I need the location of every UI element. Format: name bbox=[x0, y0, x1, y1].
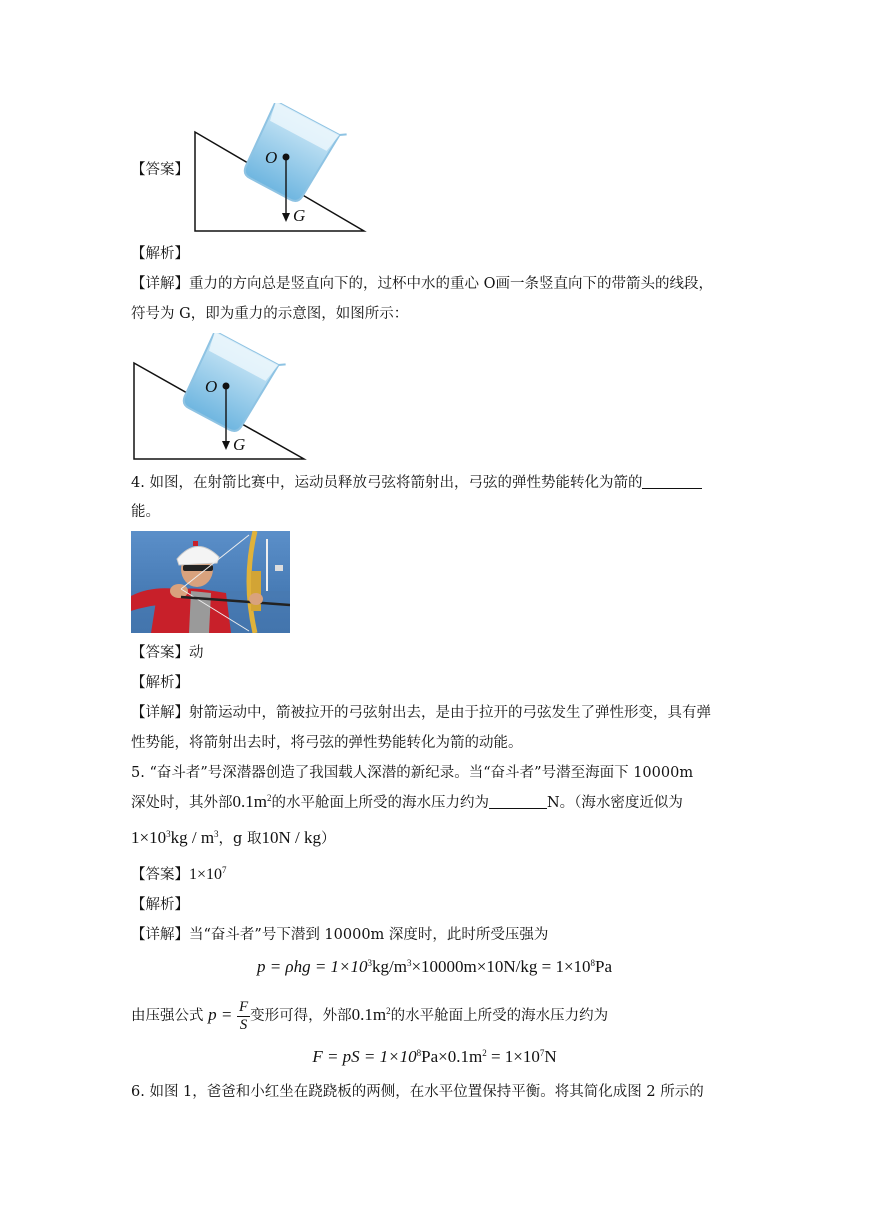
svg-text:G: G bbox=[233, 435, 246, 454]
svg-text:G: G bbox=[293, 206, 306, 225]
question-4-text: 4. 如图，在射箭比赛中，运动员释放弓弦将箭射出，弓弦的弹性势能转化为箭的 bbox=[131, 473, 702, 493]
fraction-f-over-s: $\frac{F}{S}$ bbox=[238, 998, 249, 1033]
question-5-text-cont: 深处时，其外部$0.1m^2$的水平舱面上所受的海水压力约为 N。（海水密度近似为 bbox=[131, 792, 683, 811]
question-4-text-cont: 能。 bbox=[131, 504, 160, 520]
svg-text:O: O bbox=[205, 377, 218, 396]
answer-blank[interactable] bbox=[642, 474, 702, 489]
detail-text: 性势能，将箭射出去时，将弓弦的弹性势能转化为箭的动能。 bbox=[131, 735, 523, 751]
analysis-tag: 【解析】 bbox=[131, 897, 189, 913]
answer-blank[interactable] bbox=[489, 794, 547, 809]
formula-line: 由压强公式 p = $\frac{F}{S}$ 变形可得，外部$0.1m^2$的水平舱面上所受的海水压力约为 bbox=[131, 998, 609, 1033]
force-equation: F = pS = $1\times 10^8Pa\times 0.1m^2 = 1\times 10^7N$ bbox=[312, 1047, 557, 1066]
question-5-density: $1\times 10^3kg / m^3$，g 取10N / kg） bbox=[131, 828, 336, 847]
incline-cup-figure-detail bbox=[132, 333, 308, 463]
pressure-equation: $p = \rho hg = 1\times 10^3kg/m^3\times 10000m\times 10N/kg = 1\times 10^8Pa$ bbox=[256, 957, 613, 976]
archer-photo bbox=[131, 531, 290, 633]
question-5-text: 5. “奋斗者”号深潜器创造了我国载人深潜的新纪录。当“奋斗者”号潜至海面下 10000m bbox=[131, 765, 694, 781]
answer-line: 【答案】动 bbox=[131, 645, 204, 661]
svg-text:O: O bbox=[265, 148, 278, 167]
answer-line: 【答案】$1\times 10^7$ bbox=[131, 865, 227, 883]
answer-tag: 【答案】 bbox=[131, 162, 189, 178]
detail-text: 【详解】射箭运动中，箭被拉开的弓弦射出去，是由于拉开的弓弦发生了弹性形变，具有弹 bbox=[131, 705, 711, 721]
detail-text: 【详解】重力的方向总是竖直向下的，过杯中水的重心 O画一条竖直向下的带箭头的线段， bbox=[131, 276, 713, 292]
detail-text: 【详解】当“奋斗者”号下潜到 10000m 深度时，此时所受压强为 bbox=[131, 927, 549, 943]
question-6-text: 6. 如图 1，爸爸和小红坐在跷跷板的两侧，在水平位置保持平衡。将其简化成图 2 所示的 bbox=[131, 1084, 704, 1100]
incline-cup-figure-answer bbox=[193, 103, 368, 235]
analysis-tag: 【解析】 bbox=[131, 675, 189, 691]
detail-text: 符号为 G，即为重力的示意图，如图所示： bbox=[131, 306, 409, 322]
analysis-tag: 【解析】 bbox=[131, 246, 189, 262]
